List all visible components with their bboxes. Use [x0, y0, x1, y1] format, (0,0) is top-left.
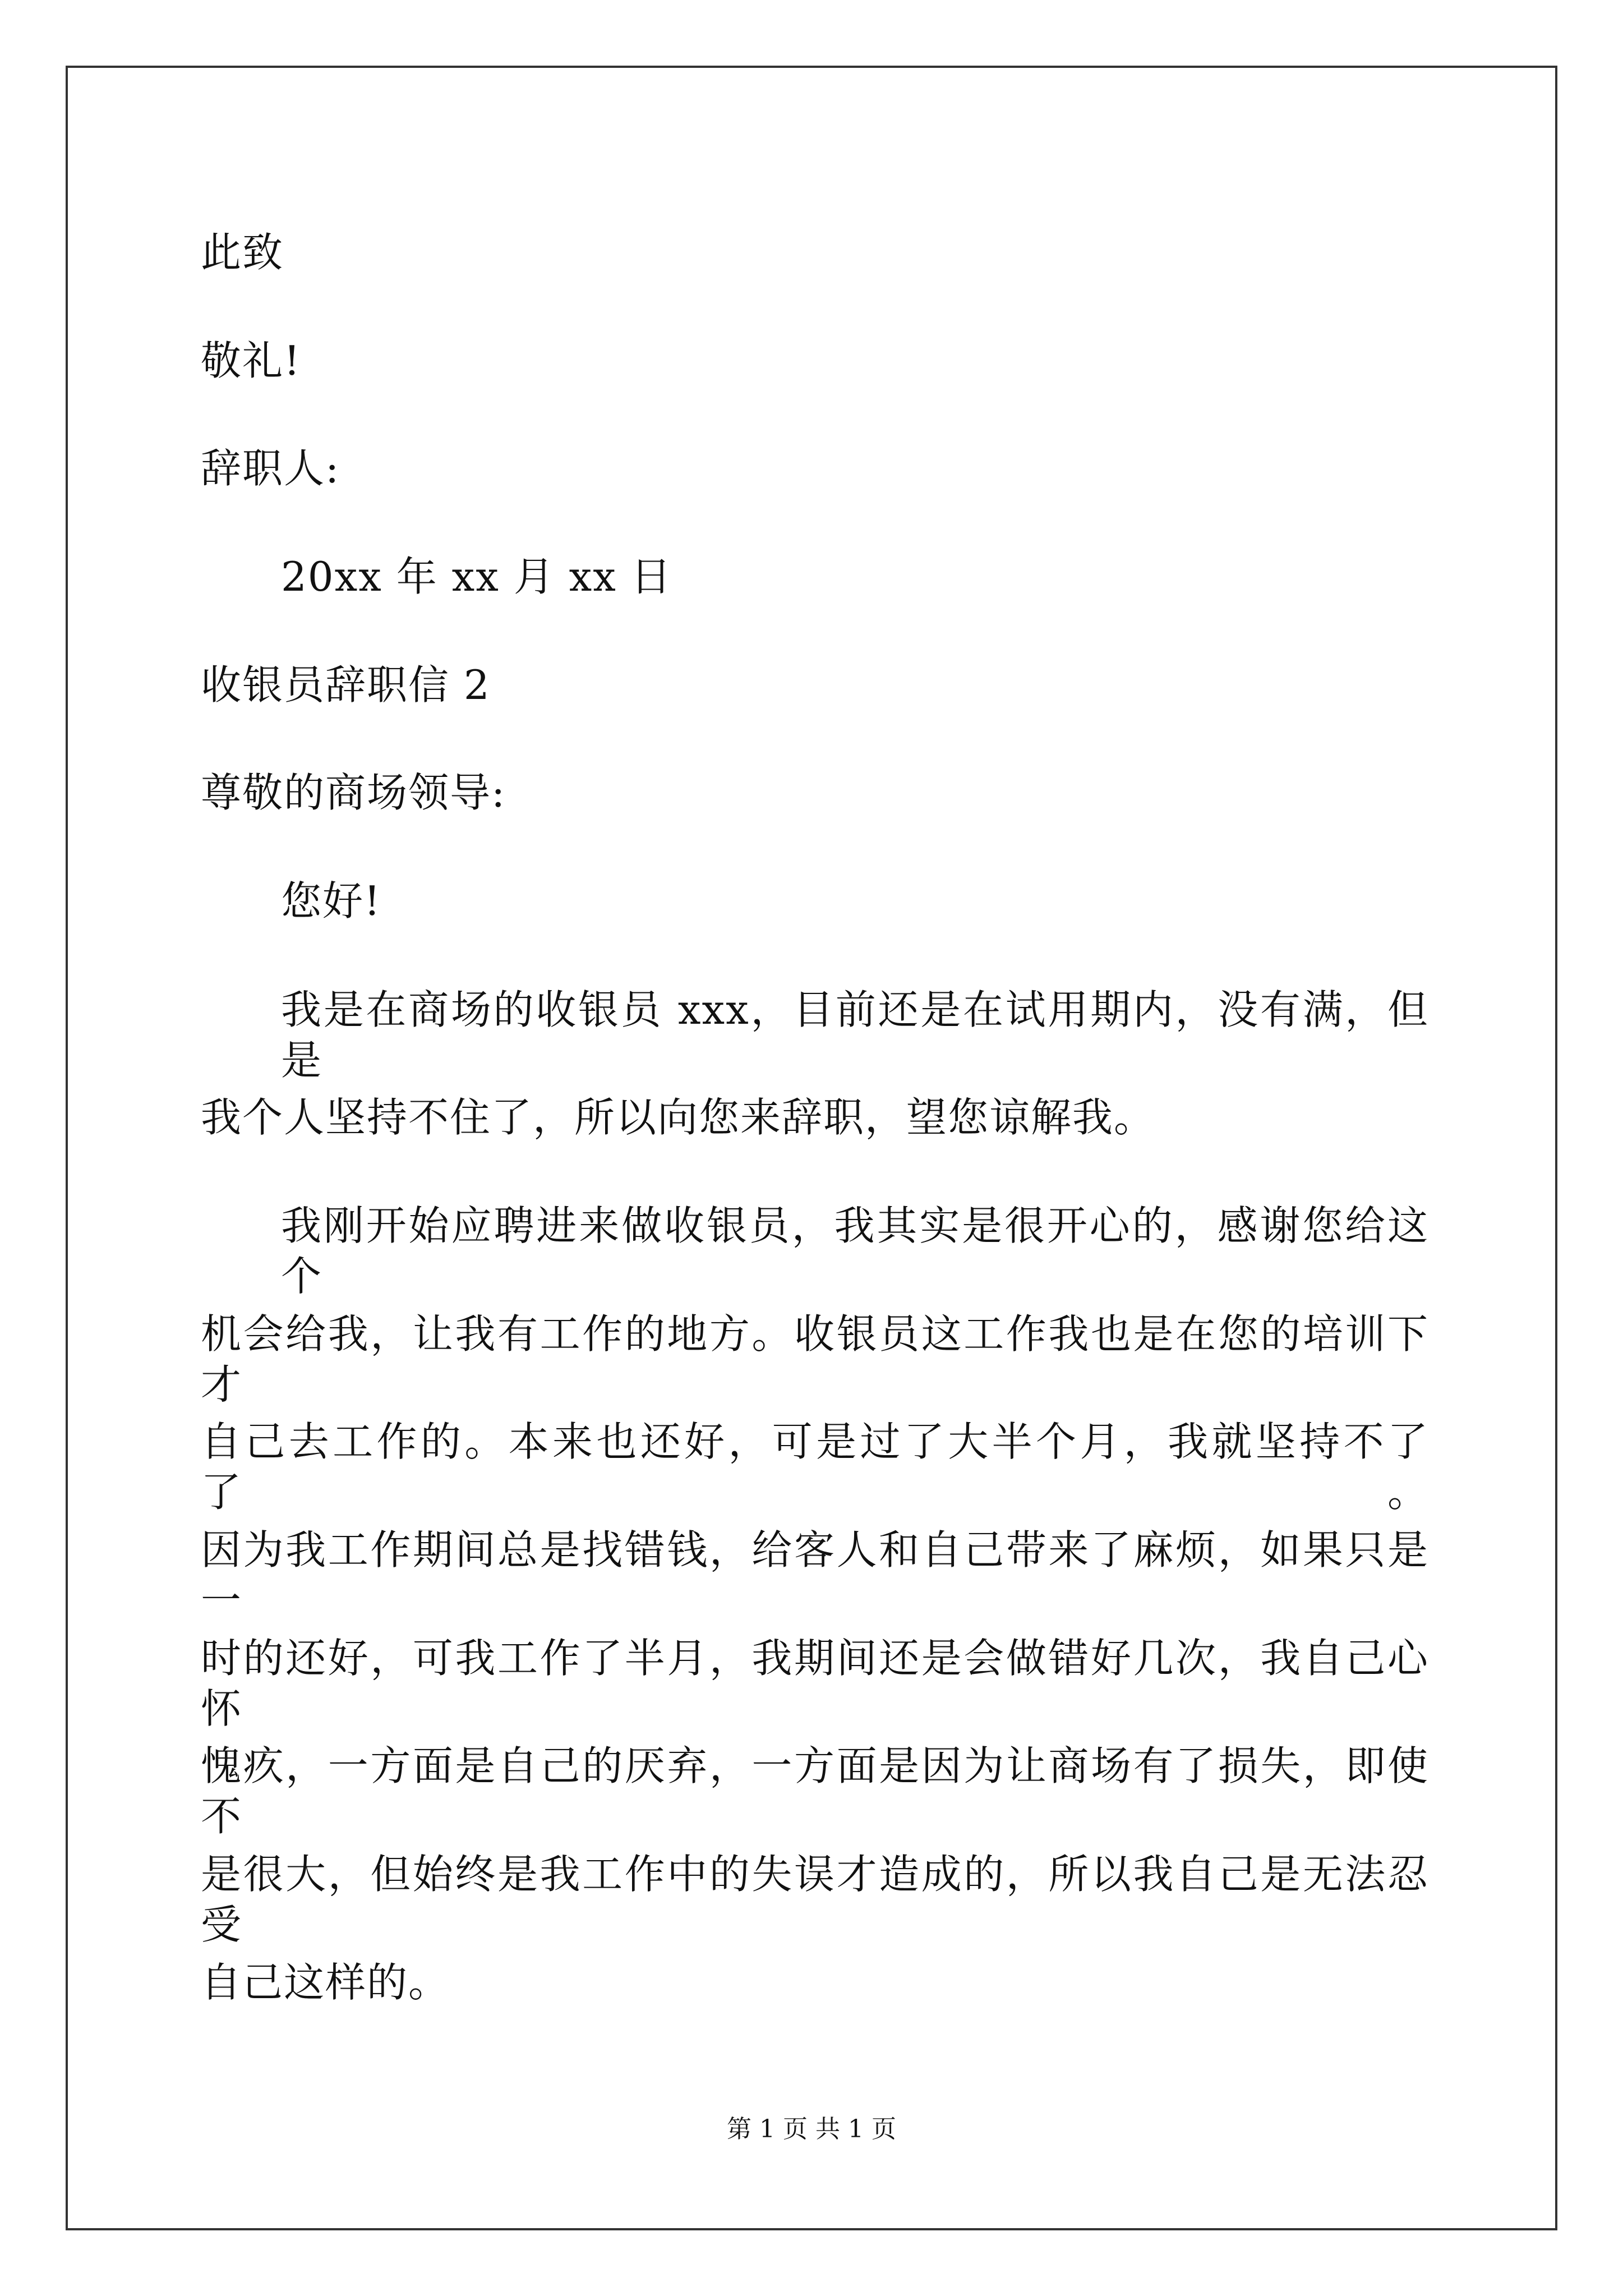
paragraph-line: 是很大，但始终是我工作中的失误才造成的，所以我自己是无法忍受 — [201, 1851, 1429, 1948]
paragraph-line: 我刚开始应聘进来做收银员，我其实是很开心的，感谢您给这个 — [281, 1202, 1429, 1300]
paragraph-line: 因为我工作期间总是找错钱，给客人和自己带来了麻烦，如果只是一 — [201, 1526, 1429, 1624]
signer-label: 辞职人: — [201, 445, 340, 492]
letter-date: 20xx 年 xx 月 xx 日 — [281, 553, 672, 600]
paragraph-line: 自己这样的。 — [201, 1959, 450, 2006]
closing-salutation: 此致 — [201, 229, 284, 276]
closing-regards: 敬礼! — [201, 337, 301, 384]
paragraph-line: 时的还好，可我工作了半月，我期间还是会做错好几次，我自己心怀 — [201, 1635, 1429, 1732]
page-footer: 第 1 页 共 1 页 — [727, 2115, 896, 2143]
paragraph-line: 自己去工作的。本来也还好，可是过了大半个月，我就坚持不了了。 — [201, 1418, 1429, 1516]
paragraph-line: 我是在商场的收银员 xxx，目前还是在试用期内，没有满，但是 — [281, 986, 1429, 1084]
paragraph-line: 愧疚，一方面是自己的厌弃，一方面是因为让商场有了损失，即使不 — [201, 1742, 1429, 1840]
paragraph-line: 我个人坚持不住了，所以向您来辞职，望您谅解我。 — [201, 1094, 1156, 1141]
addressee: 尊敬的商场领导: — [201, 769, 506, 816]
greeting: 您好! — [281, 877, 381, 924]
letter-title: 收银员辞职信 2 — [201, 661, 491, 708]
paragraph-line: 机会给我，让我有工作的地方。收银员这工作我也是在您的培训下才 — [201, 1310, 1429, 1408]
